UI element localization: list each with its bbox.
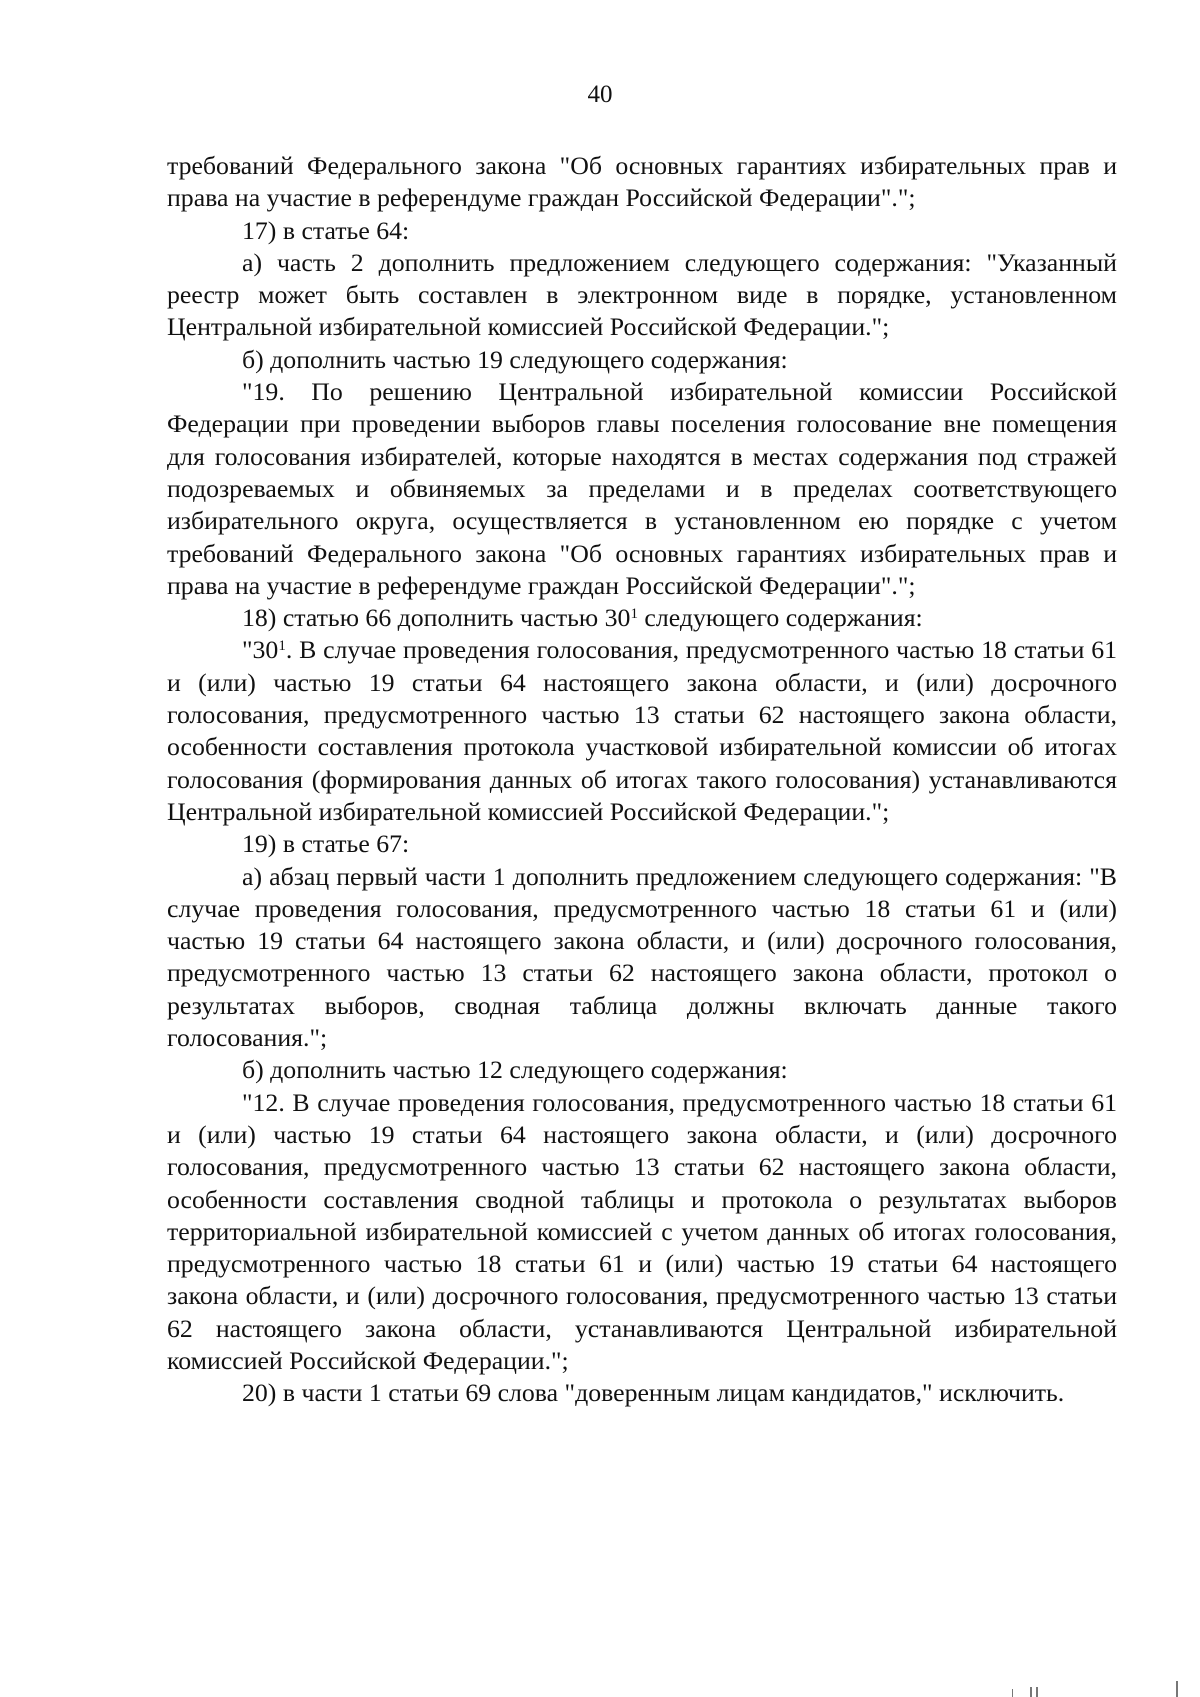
page-number: 40 (587, 81, 613, 108)
scan-artifact (1176, 1681, 1178, 1697)
scan-artifact (1030, 1687, 1032, 1697)
superscript: 1 (630, 605, 638, 622)
paragraph-item-19b: б) дополнить частью 12 следующего содержания: (242, 1055, 788, 1085)
scan-artifact (1012, 1689, 1013, 1697)
scan-artifact (1036, 1687, 1038, 1697)
paragraph-part-19: "19. По решению Центральной избирательной комиссии Российской Федерации при проведении выборов главы поселения голосование вне помещения для голосования избирателей, которые находятся в местах содержания под стражей подозреваемых и обвиняемых за пределами и в пределах соответствующего избирательного округа, осуществляется в установленном ею порядке с учетом требований Федерального закона "Об основных гарантиях избирательных прав и права на участие в референдуме граждан Российской Федерации"."; (167, 377, 1117, 600)
paragraph-item-20: 20) в части 1 статьи 69 слова "доверенным лицам кандидатов," исключить. (242, 1378, 1065, 1408)
paragraph-item-18 (167, 602, 1117, 634)
paragraph-item-19a: а) абзац первый части 1 дополнить предложением следующего содержания: "В случае проведения голосования, предусмотренного частью 18 статьи 61 и (или) частью 19 статьи 64 настоящего закона области, и (или) досрочного голосования, предусмотренного частью 13 статьи 62 настоящего закона области, протокол о результатах выборов, сводная таблица должны включать данные такого голосования."; (167, 861, 1117, 1053)
paragraph-continuation: требований Федерального закона "Об основных гарантиях избирательных прав и права на участие в референдуме граждан Российской Федерации"."; (167, 151, 1117, 213)
paragraph-part-30-1 (167, 634, 1117, 828)
document-body (167, 150, 1117, 1410)
text-span: . В случае проведения голосования, предусмотренного частью 18 статьи 61 и (или) частью 19 статьи 64 настоящего закона области, и (или) досрочного голосования, предусмотренного частью 13 статьи 62 настоящего закона области, особенности составления протокола участковой избирательной комиссии об итогах голосования (формирования данных об итогах такого голосования) устанавливаются Центральной избирательной комиссией Российской Федерации."; (167, 635, 1117, 826)
text-span: "30 (242, 635, 279, 665)
text-span: 18) статью 66 дополнить частью 30 (242, 603, 631, 633)
superscript: 1 (278, 638, 286, 655)
paragraph-item-17: 17) в статье 64: (242, 215, 410, 245)
text-span: следующего содержания: (637, 603, 923, 633)
paragraph-item-19: 19) в статье 67: (242, 829, 410, 859)
paragraph-item-17a: а) часть 2 дополнить предложением следующего содержания: "Указанный реестр может быть составлен в электронном виде в порядке, установленном Центральной избирательной комиссией Российской Федерации."; (167, 247, 1117, 342)
paragraph-item-17b: б) дополнить частью 19 следующего содержания: (242, 344, 788, 374)
paragraph-part-12: "12. В случае проведения голосования, предусмотренного частью 18 статьи 61 и (или) частью 19 статьи 64 настоящего закона области, и (или) досрочного голосования, предусмотренного частью 13 статьи 62 настоящего закона области, особенности составления сводной таблицы и протокола о результатах выборов территориальной избирательной комиссией с учетом данных об итогах голосования, предусмотренного частью 18 статьи 61 и (или) частью 19 статьи 64 настоящего закона области, и (или) досрочного голосования, предусмотренного частью 13 статьи 62 настоящего закона области, устанавливаются Центральной избирательной комиссией Российской Федерации."; (167, 1087, 1117, 1375)
